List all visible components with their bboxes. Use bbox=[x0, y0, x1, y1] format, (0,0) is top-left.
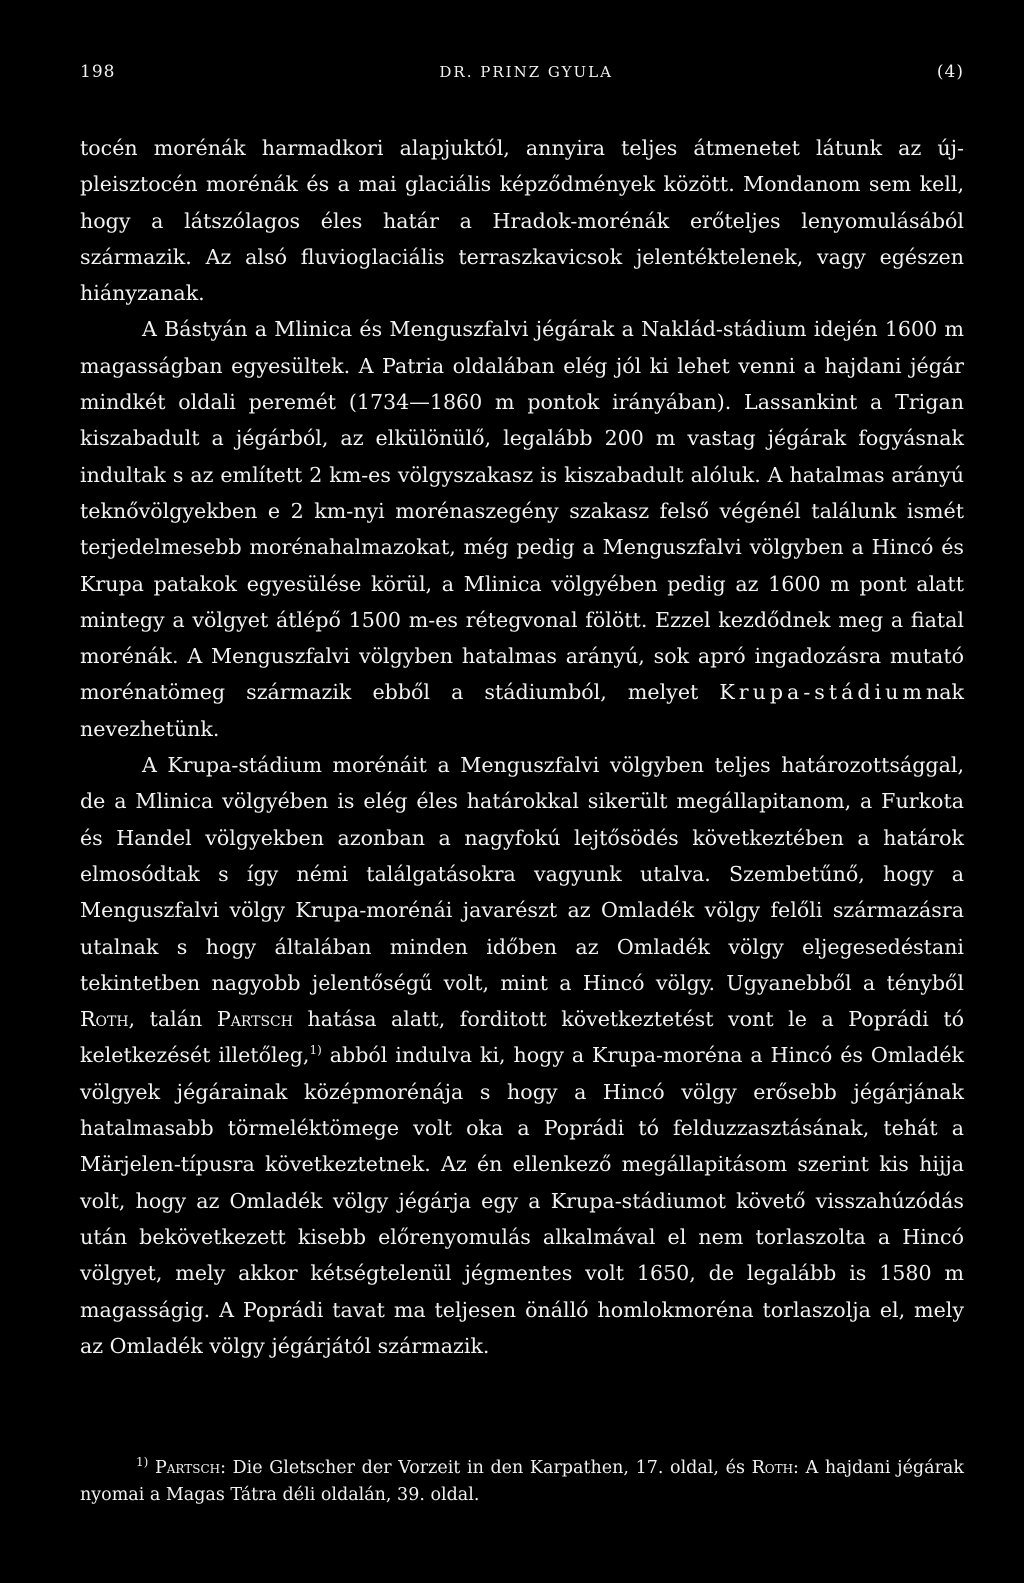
footnotes bbox=[80, 1455, 964, 1509]
author-name: Partsch bbox=[216, 1007, 293, 1032]
paragraph-text: , talán bbox=[128, 1007, 203, 1032]
paragraph-text: A Krupa-stádium morénáit a Menguszfalvi völgyben teljes határozottsággal, de a Mlinica völgyében is elég éles határokkal sikerült megállapitanom, a Furkota és Handel völgyekben azonban a nagyfokú lejtősödés következtében a határok elmosódtak s így némi találgatásokra vagyunk utalva. Szembetűnő, hogy a Menguszfalvi völgy Krupa-morénái javarészt az Omladék völgy felőli származásra utalnak s hogy általában minden időben az Omladék völgy eljegesedéstani tekintetben nagyobb jelentőségű volt, mint a Hincó völgy. Ugyanebből a tényből bbox=[80, 753, 964, 995]
footnote-text: A hajdani jégárak nyomai a Magas Tátra déli oldalán, 39. oldal. bbox=[80, 1458, 964, 1505]
paragraph-text: A Bástyán a Mlinica és Menguszfalvi jégárak a Naklád-stádium idején 1600 m magasságban egyesültek. A Patria oldalában elég jól ki lehet venni a hajdani jégár mindkét oldali peremét (1734—1860 m pontok irányában). Lassankint a Trigan kiszabadult a jégárból, az elkülönülő, legalább 200 m vastag jégárak fogyásnak indultak s az említett 2 km-es völgyszakasz is kiszabadult alóluk. A hatalmas arányú teknővölgyekben e 2 km-nyi morénaszegény szakasz felső végénél találunk ismét terjedelmesebb morénahalmazokat, még pedig a Menguszfalvi völgyben a Hincó és Krupa patakok egyesülése körül, a Mlinica völgyében pedig az 1600 m pont alatt mintegy a völgyet átlépő 1500 m-es rétegvonal fölött. Ezzel kezdődnek meg a fiatal morénák. A Menguszfalvi völgyben hatalmas arányú, sok apró ingadozásra mutató morénatömeg származik ebből a stádiumból, melyet bbox=[80, 317, 964, 705]
emphasized-term: Krupa-stádium bbox=[719, 680, 926, 705]
paragraph-text: abból indulva ki, hogy a Krupa-moréna a Hincó és Omladék völgyek jégárainak középmorénája s hogy a Hincó völgy erősebb jégárjának hatalmasabb törmeléktömege volt oka a Poprádi tó felduzzasztásának, tehát a Märjelen-típusra következtetnek. Az én ellenkező megállapitásom szerint kis hijja volt, hogy az Omladék völgy jégárja egy a Krupa-stádiumot követő visszahúzódás után bekövetkezett kisebb előrenyomulás alkalmával el nem torlaszolta a Hincó völgyet, mely akkor kétségtelenül jégmentes volt 1650, de legalább is 1580 m magasságig. A Poprádi tavat ma teljesen önálló homlokmoréna torlaszolja el, mely az Omladék völgy jégárjától származik. bbox=[80, 1043, 964, 1358]
paragraph bbox=[80, 747, 964, 1364]
section-mark: (4) bbox=[936, 62, 964, 82]
footnote bbox=[80, 1455, 964, 1509]
author-name: Roth: bbox=[751, 1458, 799, 1478]
paragraph-continuation bbox=[80, 130, 964, 311]
author-name: Partsch: bbox=[154, 1458, 227, 1478]
page-header bbox=[80, 62, 964, 82]
page-number: 198 bbox=[80, 62, 116, 82]
footnote-text: Die Gletscher der Vorzeit in den Karpathen, 17. oldal, és bbox=[232, 1458, 745, 1478]
footnote-marker: 1) bbox=[136, 1455, 149, 1470]
footnote-reference[interactable]: 1) bbox=[309, 1043, 322, 1058]
paragraph-text: hatása alatt, forditott következtetést vont le a Poprádi tó keletkezését illetőleg, bbox=[80, 1007, 964, 1068]
body-text bbox=[80, 130, 964, 1364]
paragraph-text: tocén morénák harmadkori alapjuktól, annyira teljes átmenetet látunk az új-pleisztocén morénák és a mai glaciális képződmények között. Mondanom sem kell, hogy a látszólagos éles határ a Hradok-morénák erőteljes lenyomulásából származik. Az alsó fluvioglaciális terraszkavicsok jelentéktelenek, vagy egészen hiányzanak. bbox=[80, 136, 964, 306]
paragraph-text: nak nevezhetünk. bbox=[80, 680, 964, 741]
author-name: Roth bbox=[80, 1007, 129, 1032]
paragraph bbox=[80, 311, 964, 747]
running-title: DR. PRINZ GYULA bbox=[439, 63, 613, 81]
